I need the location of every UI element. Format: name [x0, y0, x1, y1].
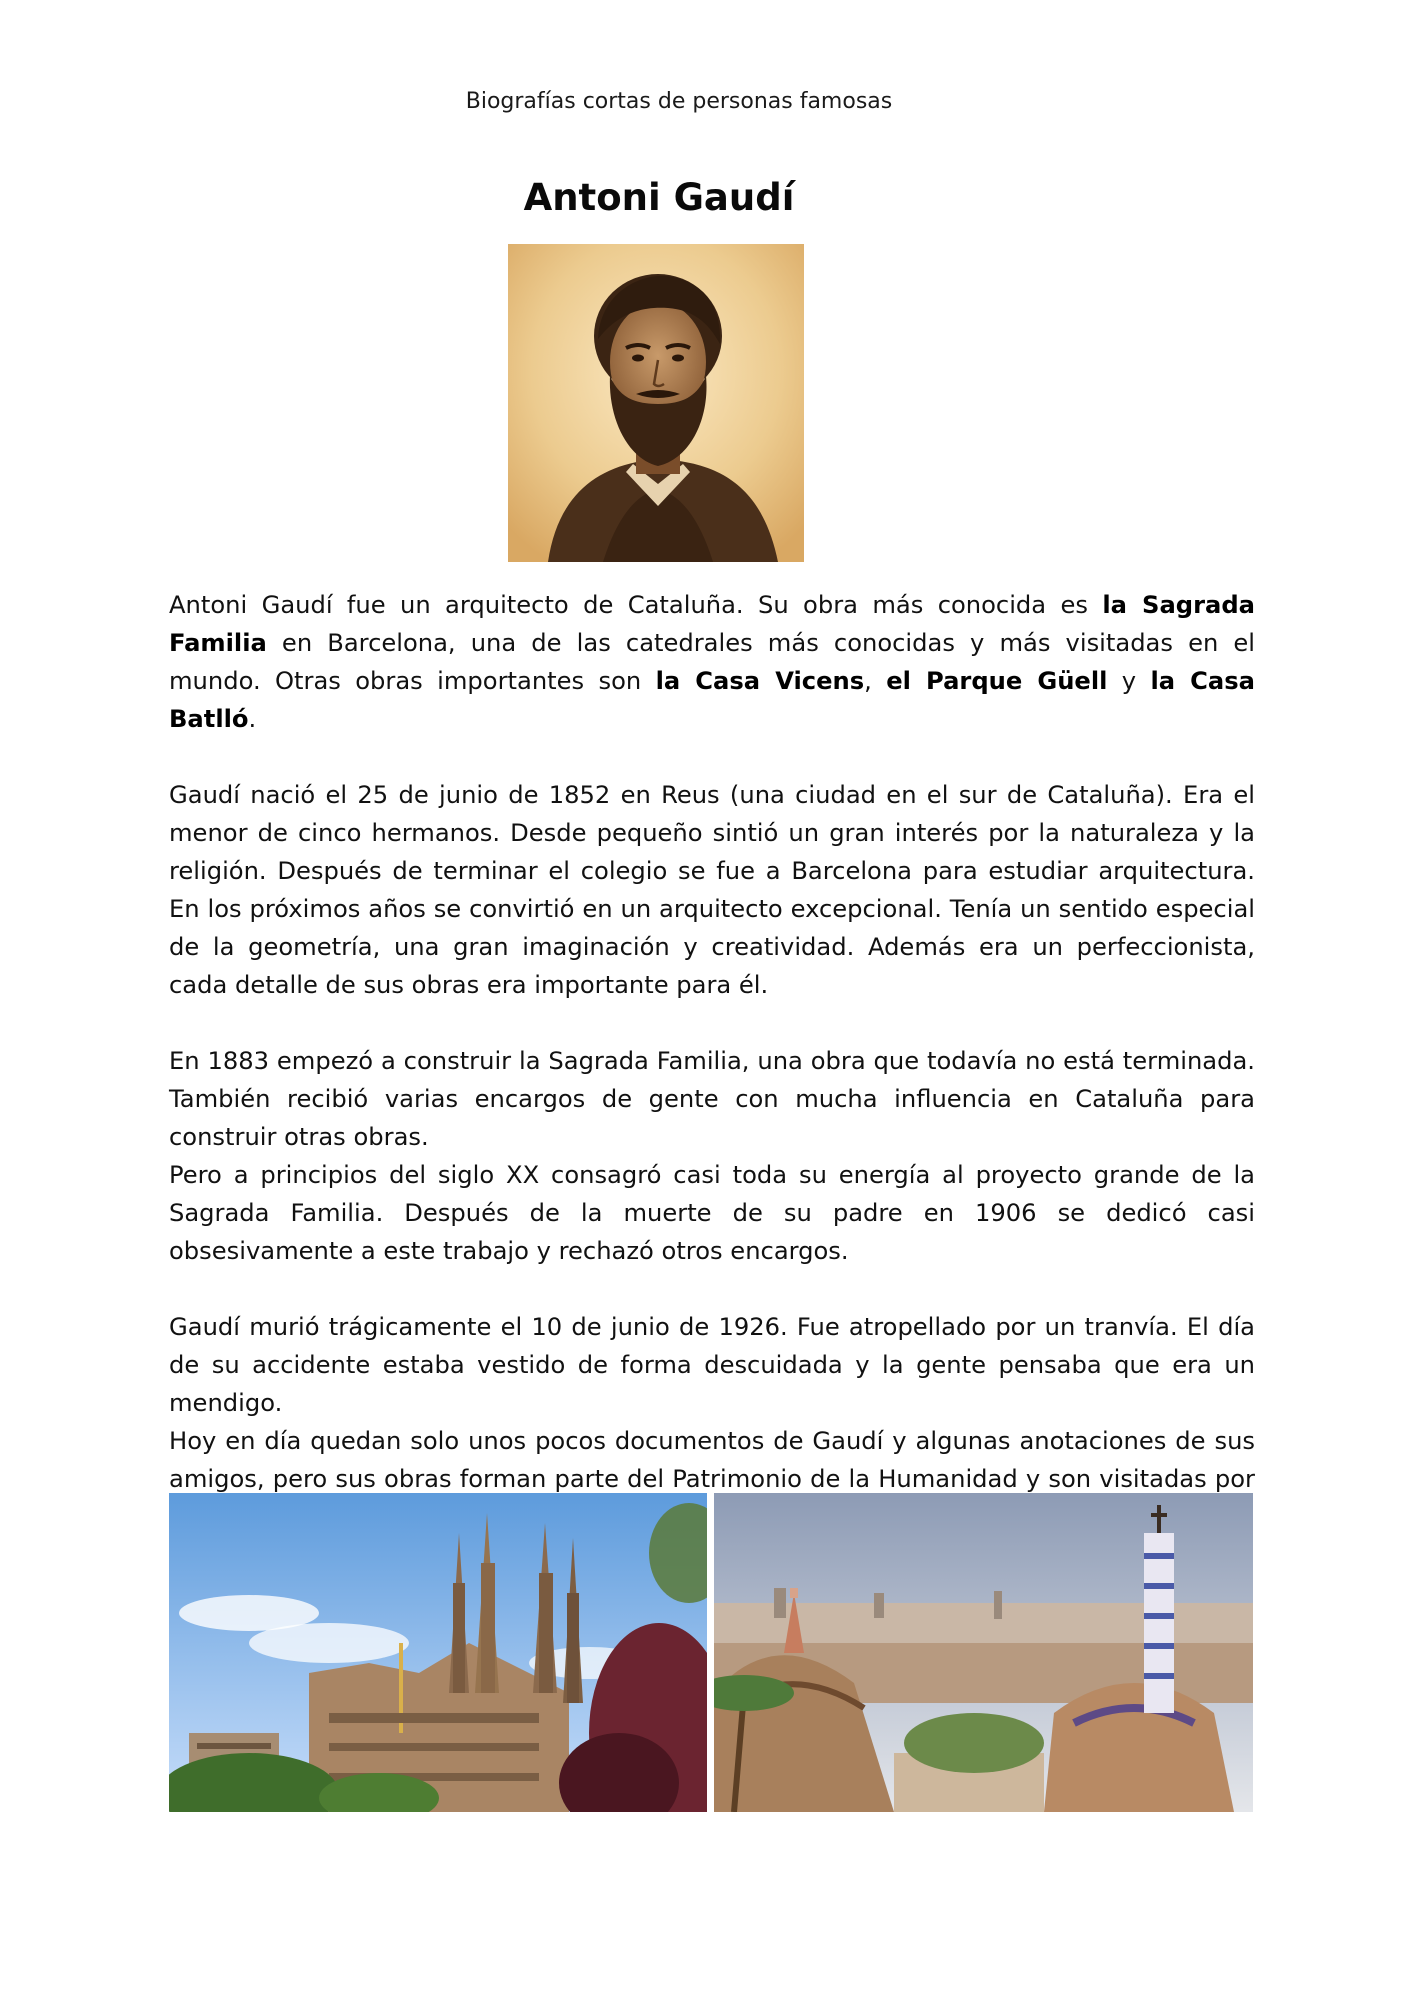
header-text: Biografías cortas de personas famosas: [465, 89, 893, 114]
paragraph-legacy: Hoy en día quedan solo unos pocos documentos de Gaudí y algunas anotaciones de sus amigos, pero sus obras forman parte del Patrimonio de la Humanidad y son visitadas por: [169, 1427, 1255, 1493]
bold-casa-batllo: la Casa Batlló: [169, 667, 1255, 733]
intro-text-3: ,: [864, 667, 887, 695]
title-text: Antoni Gaudí: [523, 176, 795, 219]
intro-text-1: Antoni Gaudí fue un arquitecto de Cataluña. Su obra más conocida es: [169, 591, 1103, 619]
parque-guell-photo: [714, 1493, 1253, 1812]
sagrada-familia-photo: [169, 1493, 707, 1812]
intro-text-4: y: [1107, 667, 1151, 695]
paragraph-sagrada-start: En 1883 empezó a construir la Sagrada Familia, una obra que todavía no está terminada. También recibió varias encargos de gente con mucha influencia en Cataluña para construir otras obras.: [169, 1047, 1255, 1151]
intro-text-2: en Barcelona, una de las catedrales más conocidas y más visitadas en el mundo. Otras obras importantes son: [169, 629, 1255, 695]
paragraph-intro: [169, 586, 1255, 738]
biography-text: [169, 586, 1255, 1536]
parque-guell-illustration: [714, 1493, 1253, 1812]
portrait-photo: [508, 244, 804, 562]
bold-sagrada-familia: la Sagrada Familia: [169, 591, 1256, 657]
sagrada-familia-illustration: [169, 1493, 707, 1812]
paragraph-death: Gaudí murió trágicamente el 10 de junio de 1926. Fue atropellado por un tranvía. El día de su accidente estaba vestido de forma descuidada y la gente pensaba que era un mendigo.: [169, 1313, 1255, 1417]
bold-parque-guell: el Parque Güell: [886, 667, 1108, 695]
page-title: [0, 176, 1414, 220]
intro-text-5: .: [248, 705, 257, 733]
bold-casa-vicens: la Casa Vicens: [655, 667, 865, 695]
paragraph-dedication: Pero a principios del siglo XX consagró casi toda su energía al proyecto grande de la Sagrada Familia. Después de la muerte de su padre en 1906 se dedicó casi obsesivamente a este trabajo y rechazó otros encargos.: [169, 1161, 1255, 1265]
portrait-illustration: [508, 244, 804, 562]
document-header: [0, 88, 1414, 116]
paragraph-early-life: Gaudí nació el 25 de junio de 1852 en Reus (una ciudad en el sur de Cataluña). Era el menor de cinco hermanos. Desde pequeño sintió un gran interés por la naturaleza y la religión. Después de terminar el colegio se fue a Barcelona para estudiar arquitectura. En los próximos años se convirtió en un arquitecto excepcional. Tenía un sentido especial de la geometría, una gran imaginación y creatividad. Además era un perfeccionista, cada detalle de sus obras era importante para él.: [169, 781, 1255, 999]
